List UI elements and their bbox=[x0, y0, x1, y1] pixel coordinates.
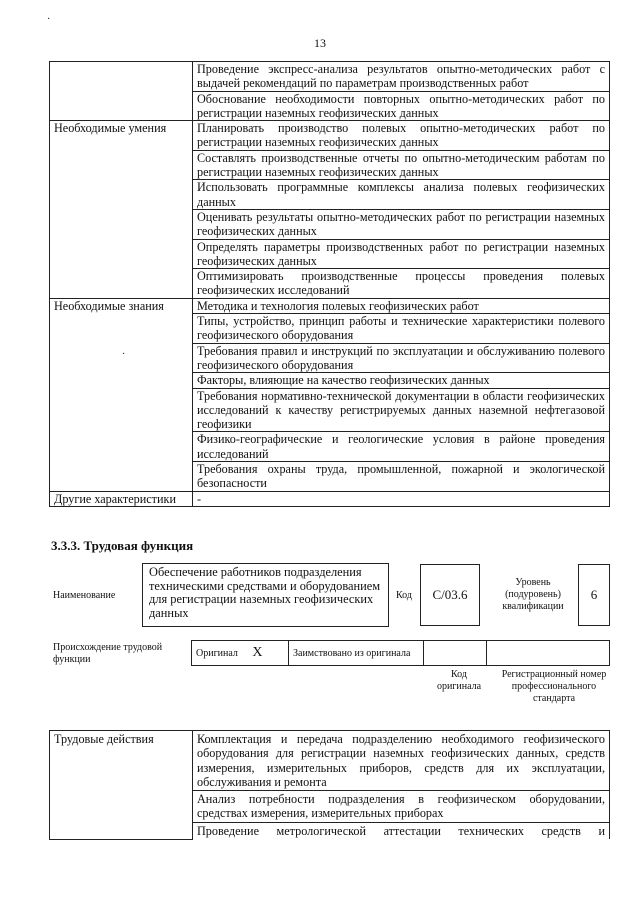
other-label: Другие характеристики bbox=[50, 491, 193, 506]
skill-item: Использовать программные комплексы анализа полевых геофизических данных bbox=[193, 180, 610, 210]
reg-number-label: Регистрационный номер профессионального стандарта bbox=[501, 669, 607, 704]
knowledge-label: Необходимые знания bbox=[50, 298, 193, 491]
scan-speck: · bbox=[47, 14, 51, 25]
reg-number-cell bbox=[487, 641, 610, 666]
table-row bbox=[50, 731, 610, 791]
table-row bbox=[50, 62, 610, 92]
table-cell: Проведение экспресс-анализа результатов опытно-методических работ с выдачей рекомендаций по параметрам производственных работ bbox=[193, 62, 610, 92]
table-cell: Обоснование необходимости повторных опытно-методических работ по регистрации наземных геофизических данных bbox=[193, 91, 610, 121]
borrowed-cell: Заимствовано из оригинала bbox=[289, 641, 424, 666]
actions-label: Трудовые действия bbox=[50, 731, 193, 840]
skill-item: Оптимизировать производственные процессы проведения полевых геофизических исследований bbox=[193, 269, 610, 299]
table-row bbox=[50, 298, 610, 313]
actions-table bbox=[49, 730, 610, 840]
name-label: Наименование bbox=[53, 590, 116, 601]
competency-table bbox=[49, 61, 610, 507]
code-value-box: С/03.6 bbox=[420, 564, 480, 626]
skill-item: Определять параметры производственных работ по регистрации наземных геофизических данных bbox=[193, 239, 610, 269]
table-row bbox=[192, 641, 610, 666]
code-label: Код bbox=[396, 590, 412, 601]
original-label: Оригинал bbox=[196, 648, 238, 659]
skill-item: Составлять производственные отчеты по опытно-методическим работам по регистрации наземных геофизических данных bbox=[193, 150, 610, 180]
action-item: Анализ потребности подразделения в геофизическом оборудовании, средствах измерения, измерительных приборах bbox=[193, 791, 610, 823]
original-mark: X bbox=[252, 645, 263, 660]
level-label: Уровень (подуровень) квалификации bbox=[502, 577, 564, 612]
knowledge-item: Методика и технология полевых геофизических работ bbox=[193, 298, 610, 313]
page-number: 13 bbox=[314, 36, 326, 50]
knowledge-item: Требования правил и инструкций по эксплуатации и обслуживанию полевого геофизического оборудования bbox=[193, 343, 610, 373]
origin-table bbox=[191, 640, 610, 666]
level-value-box: 6 bbox=[578, 564, 610, 626]
knowledge-item: Типы, устройство, принцип работы и технические характеристики полевого геофизического оборудования bbox=[193, 314, 610, 344]
skills-label: Необходимые умения bbox=[50, 121, 193, 299]
original-cell bbox=[192, 641, 289, 666]
empty-label-cell bbox=[50, 62, 193, 121]
section-heading: 3.3.3. Трудовая функция bbox=[51, 538, 194, 553]
table-row bbox=[50, 491, 610, 506]
table-row bbox=[50, 121, 610, 151]
origin-label: Происхождение трудовой функции bbox=[53, 642, 163, 665]
skill-item: Оценивать результаты опытно-методических работ по регистрации наземных геофизических данных bbox=[193, 209, 610, 239]
other-value: - bbox=[193, 491, 610, 506]
skill-item: Планировать производство полевых опытно-методических работ по регистрации наземных геофизических данных bbox=[193, 121, 610, 151]
knowledge-item: Факторы, влияющие на качество геофизических данных bbox=[193, 373, 610, 388]
code-original-label: Код оригинала bbox=[436, 669, 482, 692]
knowledge-item: Требования нормативно-технической документации в области геофизических исследований к качеству регистрируемых данных наземной нефтегазовой геофизики bbox=[193, 388, 610, 432]
function-name-box: Обеспечение работников подразделения техническими средствами и оборудованием для регистрации наземных геофизических данных bbox=[142, 563, 389, 627]
action-item: Проведение метрологической аттестации технических средств и bbox=[193, 822, 610, 839]
scan-speck: · bbox=[122, 349, 126, 360]
knowledge-item: Требования охраны труда, промышленной, пожарной и экологической безопасности bbox=[193, 462, 610, 492]
action-item: Комплектация и передача подразделению необходимого геофизического оборудования для регистрации наземных геофизических данных, средств измерения, измерительных приборов, средств для их эксплуатации, обслуживания и ремонта bbox=[193, 731, 610, 791]
code-original-cell bbox=[424, 641, 487, 666]
knowledge-item: Физико-географические и геологические условия в районе проведения исследований bbox=[193, 432, 610, 462]
